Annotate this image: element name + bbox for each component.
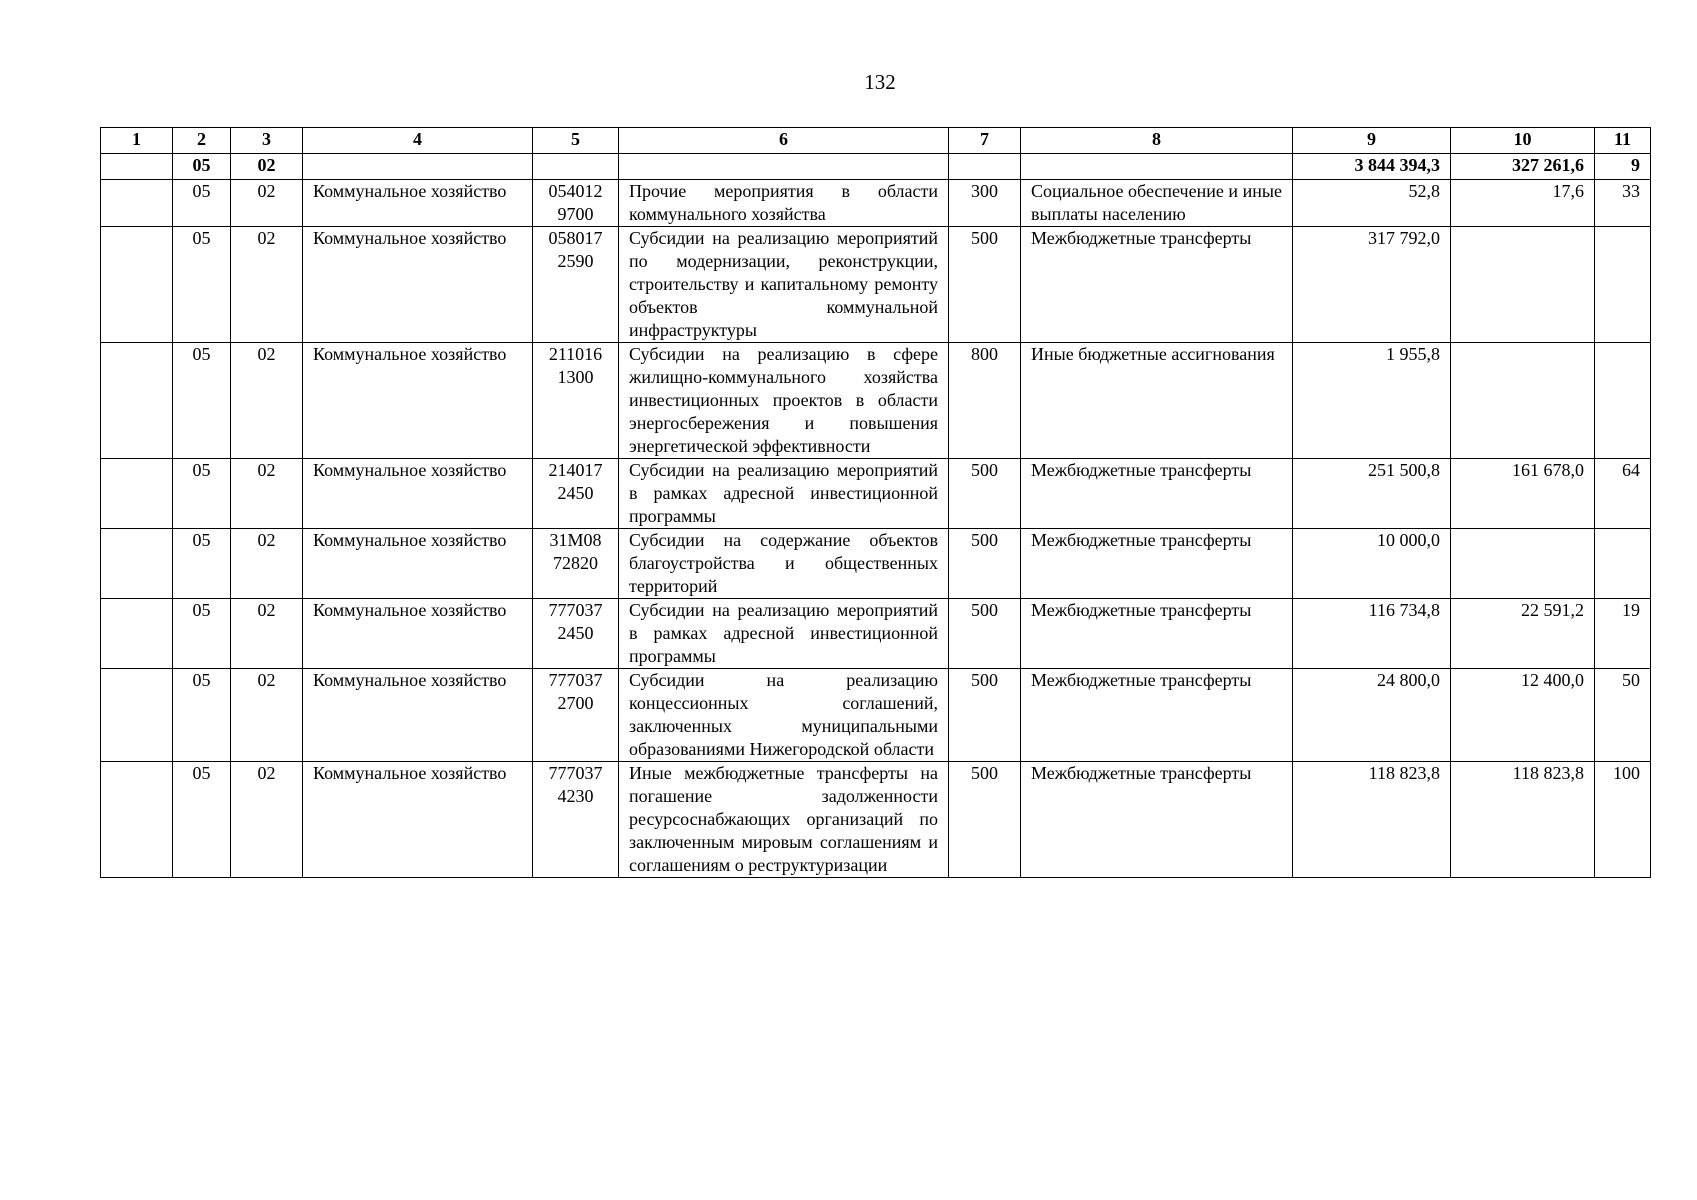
cell-expense-name: Межбюджетные трансферты xyxy=(1021,762,1293,878)
cell-target-code: 211016 1300 xyxy=(533,343,619,459)
cell-percent: 33 xyxy=(1595,180,1651,227)
header-cell: 6 xyxy=(619,128,949,154)
header-cell: 2 xyxy=(173,128,231,154)
cell-c1 xyxy=(101,343,173,459)
header-row xyxy=(101,128,1651,154)
cell-planned-amount: 317 792,0 xyxy=(1293,227,1451,343)
cell-expense-name: Межбюджетные трансферты xyxy=(1021,669,1293,762)
cell-expense-code: 500 xyxy=(949,529,1021,599)
cell-expense-code: 500 xyxy=(949,669,1021,762)
cell-target-name: Субсидии на реализацию концессионных соглашений, заключенных муниципальными образованиями Нижегородской области xyxy=(619,669,949,762)
cell-expense-name: Межбюджетные трансферты xyxy=(1021,459,1293,529)
table-row xyxy=(101,529,1651,599)
cell-planned-amount: 251 500,8 xyxy=(1293,459,1451,529)
cell-planned-amount: 52,8 xyxy=(1293,180,1451,227)
cell-c1 xyxy=(101,599,173,669)
header-cell: 11 xyxy=(1595,128,1651,154)
cell-percent: 50 xyxy=(1595,669,1651,762)
cell-section: 05 xyxy=(173,180,231,227)
cell-percent: 100 xyxy=(1595,762,1651,878)
cell-c1 xyxy=(101,669,173,762)
cell-section-name: Коммунальное хозяйство xyxy=(303,599,533,669)
table-row xyxy=(101,180,1651,227)
cell-expense-code: 500 xyxy=(949,762,1021,878)
cell-subsection: 02 xyxy=(231,529,303,599)
cell-subsection: 02 xyxy=(231,227,303,343)
cell-actual-amount xyxy=(1451,227,1595,343)
cell-target-name: Прочие мероприятия в области коммунального хозяйства xyxy=(619,180,949,227)
cell-subsection: 02 xyxy=(231,180,303,227)
cell-actual-amount: 327 261,6 xyxy=(1451,154,1595,180)
cell-c1 xyxy=(101,154,173,180)
header-cell: 5 xyxy=(533,128,619,154)
cell-expense-name: Иные бюджетные ассигнования xyxy=(1021,343,1293,459)
cell-actual-amount: 17,6 xyxy=(1451,180,1595,227)
cell-expense-name: Межбюджетные трансферты xyxy=(1021,227,1293,343)
cell-expense-code xyxy=(949,154,1021,180)
cell-actual-amount: 12 400,0 xyxy=(1451,669,1595,762)
cell-section: 05 xyxy=(173,227,231,343)
cell-section: 05 xyxy=(173,669,231,762)
table-row xyxy=(101,599,1651,669)
cell-c1 xyxy=(101,180,173,227)
cell-target-name: Субсидии на реализацию мероприятий по модернизации, реконструкции, строительству и капитальному ремонту объектов коммунальной инфраструктуры xyxy=(619,227,949,343)
cell-target-code: 054012 9700 xyxy=(533,180,619,227)
cell-target-name: Субсидии на реализацию мероприятий в рамках адресной инвестиционной программы xyxy=(619,459,949,529)
cell-planned-amount: 3 844 394,3 xyxy=(1293,154,1451,180)
cell-percent: 64 xyxy=(1595,459,1651,529)
cell-planned-amount: 10 000,0 xyxy=(1293,529,1451,599)
cell-section-name: Коммунальное хозяйство xyxy=(303,180,533,227)
cell-expense-name: Межбюджетные трансферты xyxy=(1021,529,1293,599)
header-cell: 8 xyxy=(1021,128,1293,154)
cell-section: 05 xyxy=(173,762,231,878)
cell-c1 xyxy=(101,762,173,878)
cell-expense-code: 300 xyxy=(949,180,1021,227)
budget-table xyxy=(100,127,1651,878)
table-row xyxy=(101,343,1651,459)
cell-target-code: 777037 2450 xyxy=(533,599,619,669)
cell-planned-amount: 118 823,8 xyxy=(1293,762,1451,878)
cell-section-name: Коммунальное хозяйство xyxy=(303,343,533,459)
total-row xyxy=(101,154,1651,180)
table-row xyxy=(101,669,1651,762)
cell-subsection: 02 xyxy=(231,154,303,180)
cell-subsection: 02 xyxy=(231,343,303,459)
cell-section-name: Коммунальное хозяйство xyxy=(303,669,533,762)
table-row xyxy=(101,227,1651,343)
cell-subsection: 02 xyxy=(231,762,303,878)
cell-section-name: Коммунальное хозяйство xyxy=(303,459,533,529)
cell-percent: 19 xyxy=(1595,599,1651,669)
cell-actual-amount: 22 591,2 xyxy=(1451,599,1595,669)
cell-percent xyxy=(1595,227,1651,343)
cell-planned-amount: 116 734,8 xyxy=(1293,599,1451,669)
cell-subsection: 02 xyxy=(231,599,303,669)
cell-section: 05 xyxy=(173,343,231,459)
cell-target-code xyxy=(533,154,619,180)
cell-section-name: Коммунальное хозяйство xyxy=(303,529,533,599)
cell-expense-name: Социальное обеспечение и иные выплаты населению xyxy=(1021,180,1293,227)
cell-actual-amount xyxy=(1451,529,1595,599)
header-cell: 9 xyxy=(1293,128,1451,154)
cell-expense-code: 500 xyxy=(949,227,1021,343)
table-row xyxy=(101,459,1651,529)
header-cell: 3 xyxy=(231,128,303,154)
cell-planned-amount: 24 800,0 xyxy=(1293,669,1451,762)
cell-target-name: Субсидии на реализацию мероприятий в рамках адресной инвестиционной программы xyxy=(619,599,949,669)
cell-section: 05 xyxy=(173,529,231,599)
cell-section: 05 xyxy=(173,459,231,529)
cell-target-code: 777037 4230 xyxy=(533,762,619,878)
cell-expense-name: Межбюджетные трансферты xyxy=(1021,599,1293,669)
cell-percent xyxy=(1595,529,1651,599)
cell-planned-amount: 1 955,8 xyxy=(1293,343,1451,459)
cell-actual-amount: 118 823,8 xyxy=(1451,762,1595,878)
header-cell: 7 xyxy=(949,128,1021,154)
cell-percent: 9 xyxy=(1595,154,1651,180)
cell-section-name: Коммунальное хозяйство xyxy=(303,227,533,343)
cell-target-name xyxy=(619,154,949,180)
cell-c1 xyxy=(101,529,173,599)
cell-target-code: 31М08 72820 xyxy=(533,529,619,599)
cell-subsection: 02 xyxy=(231,669,303,762)
cell-target-code: 214017 2450 xyxy=(533,459,619,529)
cell-actual-amount xyxy=(1451,343,1595,459)
cell-c1 xyxy=(101,227,173,343)
cell-section: 05 xyxy=(173,599,231,669)
cell-actual-amount: 161 678,0 xyxy=(1451,459,1595,529)
cell-expense-code: 500 xyxy=(949,459,1021,529)
cell-section: 05 xyxy=(173,154,231,180)
table-row xyxy=(101,762,1651,878)
header-cell: 4 xyxy=(303,128,533,154)
page-number: 132 xyxy=(864,70,896,94)
cell-section-name xyxy=(303,154,533,180)
header-cell: 10 xyxy=(1451,128,1595,154)
cell-expense-name xyxy=(1021,154,1293,180)
cell-target-code: 058017 2590 xyxy=(533,227,619,343)
header-cell: 1 xyxy=(101,128,173,154)
cell-percent xyxy=(1595,343,1651,459)
cell-target-name: Субсидии на содержание объектов благоустройства и общественных территорий xyxy=(619,529,949,599)
cell-subsection: 02 xyxy=(231,459,303,529)
cell-target-code: 777037 2700 xyxy=(533,669,619,762)
cell-target-name: Субсидии на реализацию в сфере жилищно-коммунального хозяйства инвестиционных проектов в области энергосбережения и повышения энергетической эффективности xyxy=(619,343,949,459)
cell-target-name: Иные межбюджетные трансферты на погашение задолженности ресурсоснабжающих организаций по заключенным мировым соглашениям и соглашениям о реструктуризации xyxy=(619,762,949,878)
cell-c1 xyxy=(101,459,173,529)
cell-section-name: Коммунальное хозяйство xyxy=(303,762,533,878)
cell-expense-code: 800 xyxy=(949,343,1021,459)
cell-expense-code: 500 xyxy=(949,599,1021,669)
